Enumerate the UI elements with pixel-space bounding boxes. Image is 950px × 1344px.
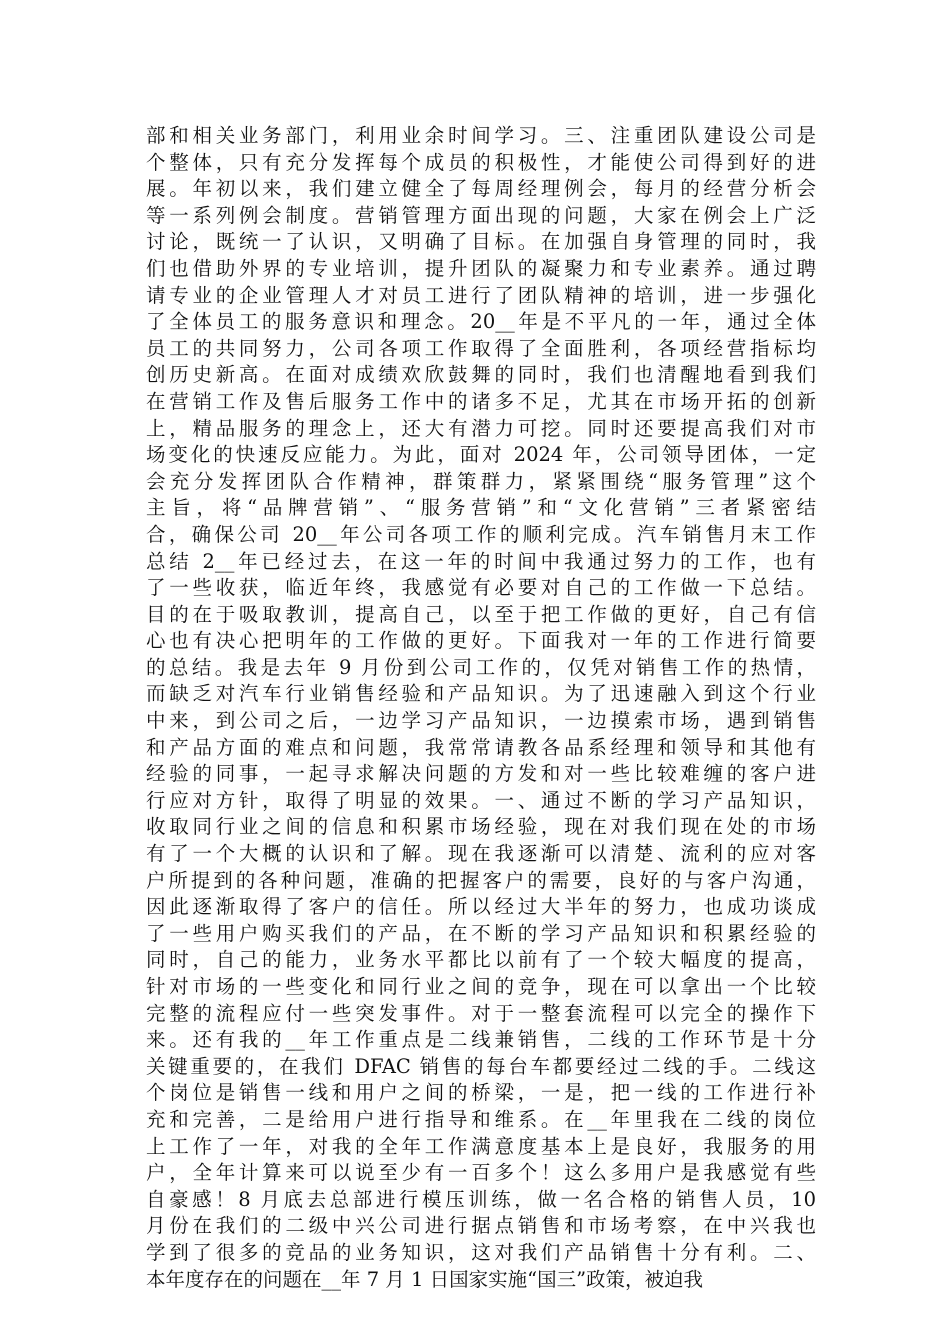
text-line: 目的在于吸取教训，提高自己，以至于把工作做的更好，自己有信 bbox=[146, 602, 816, 626]
text-line: 同时，自己的能力，业务水平都比以前有了一个较大幅度的提高， bbox=[146, 948, 816, 972]
text-line: 场变化的快速反应能力。为此，面对 2024 年，公司领导团体，一定 bbox=[146, 443, 816, 467]
text-line: 部和相关业务部门，利用业余时间学习。三、注重团队建设公司是 bbox=[146, 124, 816, 147]
text-line: 经验的同事，一起寻求解决问题的方发和对一些比较难缠的客户进 bbox=[146, 762, 816, 786]
text-line: 针对市场的一些变化和同行业之间的竞争，现在可以拿出一个比较 bbox=[146, 975, 816, 998]
text-line: 们也借助外界的专业培训，提升团队的凝聚力和专业素养。通过聘 bbox=[146, 256, 816, 280]
text-line: 而缺乏对汽车行业销售经验和产品知识。为了迅速融入到这个行业 bbox=[146, 682, 816, 706]
body-text bbox=[146, 123, 816, 1293]
text-line: 行应对方针，取得了明显的效果。一、通过不断的学习产品知识， bbox=[146, 788, 816, 812]
text-line: 月份在我们的二级中兴公司进行据点销售和市场考察，在中兴我也 bbox=[146, 1214, 816, 1238]
text-line: 的总结。我是去年 9 月份到公司工作的，仅凭对销售工作的热情， bbox=[146, 655, 816, 679]
text-line: 学到了很多的竞品的业务知识，这对我们产品销售十分有利。二、 bbox=[146, 1240, 816, 1264]
text-line: 自豪感！8 月底去总部进行模压训练，做一名合格的销售人员，10 bbox=[146, 1187, 816, 1211]
text-line: 总结 2__年已经过去，在这一年的时间中我通过努力的工作，也有 bbox=[146, 549, 816, 573]
text-line: 会充分发挥团队合作精神，群策群力，紧紧围绕“服务管理”这个 bbox=[146, 469, 816, 493]
text-line: 上工作了一年，对我的全年工作满意度基本上是良好，我服务的用 bbox=[146, 1134, 816, 1158]
text-line: 充和完善，二是给用户进行指导和维系。在__年里我在二线的岗位 bbox=[146, 1107, 816, 1131]
text-line: 讨论，既统一了认识，又明确了目标。在加强自身管理的同时，我 bbox=[146, 230, 816, 254]
text-line: 了全体员工的服务意识和理念。20__年是不平凡的一年，通过全体 bbox=[146, 310, 816, 334]
text-line: 合，确保公司 20__年公司各项工作的顺利完成。汽车销售月末工作 bbox=[146, 522, 816, 546]
text-line: 和产品方面的难点和问题，我常常请教各品系经理和领导和其他有 bbox=[146, 735, 816, 759]
text-line: 有了一个大概的认识和了解。现在我逐渐可以清楚、流利的应对客 bbox=[146, 842, 816, 866]
text-line: 员工的共同努力，公司各项工作取得了全面胜利，各项经营指标均 bbox=[146, 336, 816, 360]
text-line: 因此逐渐取得了客户的信任。所以经过大半年的努力，也成功谈成 bbox=[146, 895, 816, 919]
text-line: 展。年初以来，我们建立健全了每周经理例会，每月的经营分析会 bbox=[146, 177, 816, 201]
text-line: 来。还有我的__年工作重点是二线兼销售，二线的工作环节是十分 bbox=[146, 1028, 816, 1052]
text-line: 收取同行业之间的信息和积累市场经验，现在对我们现在处的市场 bbox=[146, 815, 816, 839]
text-line: 关键重要的，在我们 DFAC 销售的每台车都要经过二线的手。二线这 bbox=[146, 1054, 816, 1078]
text-line: 户，全年计算来可以说至少有一百多个！这么多用户是我感觉有些 bbox=[146, 1161, 816, 1185]
text-line: 请专业的企业管理人才对员工进行了团队精神的培训，进一步强化 bbox=[146, 283, 816, 307]
text-line: 主旨，将“品牌营销”、“服务营销”和“文化营销”三者紧密结 bbox=[146, 496, 816, 520]
text-line: 完整的流程应付一些突发事件。对于一整套流程可以完全的操作下 bbox=[146, 1001, 816, 1025]
text-line: 中来，到公司之后，一边学习产品知识，一边摸索市场，遇到销售 bbox=[146, 709, 816, 733]
text-line: 了一些用户购买我们的产品，在不断的学习产品知识和积累经验的 bbox=[146, 921, 816, 945]
text-line: 了一些收获，临近年终，我感觉有必要对自己的工作做一下总结。 bbox=[146, 576, 816, 600]
text-line: 上，精品服务的理念上，还大有潜力可挖。同时还要提高我们对市 bbox=[146, 416, 816, 440]
text-line: 本年度存在的问题在__年 7 月 1 日国家实施“国三”政策，被迫我 bbox=[146, 1267, 704, 1291]
text-line: 等一系列例会制度。营销管理方面出现的问题，大家在例会上广泛 bbox=[146, 203, 816, 227]
text-line: 心也有决心把明年的工作做的更好。下面我对一年的工作进行简要 bbox=[146, 629, 816, 653]
text-line: 创历史新高。在面对成绩欢欣鼓舞的同时，我们也清醒地看到我们 bbox=[146, 363, 816, 387]
text-line: 户所提到的各种问题，准确的把握客户的需要，良好的与客户沟通， bbox=[146, 868, 816, 892]
text-line: 在营销工作及售后服务工作中的诸多不足，尤其在市场开拓的创新 bbox=[146, 389, 816, 413]
text-line: 个岗位是销售一线和用户之间的桥梁，一是，把一线的工作进行补 bbox=[146, 1081, 816, 1105]
text-line: 个整体，只有充分发挥每个成员的积极性，才能使公司得到好的进 bbox=[146, 150, 816, 174]
